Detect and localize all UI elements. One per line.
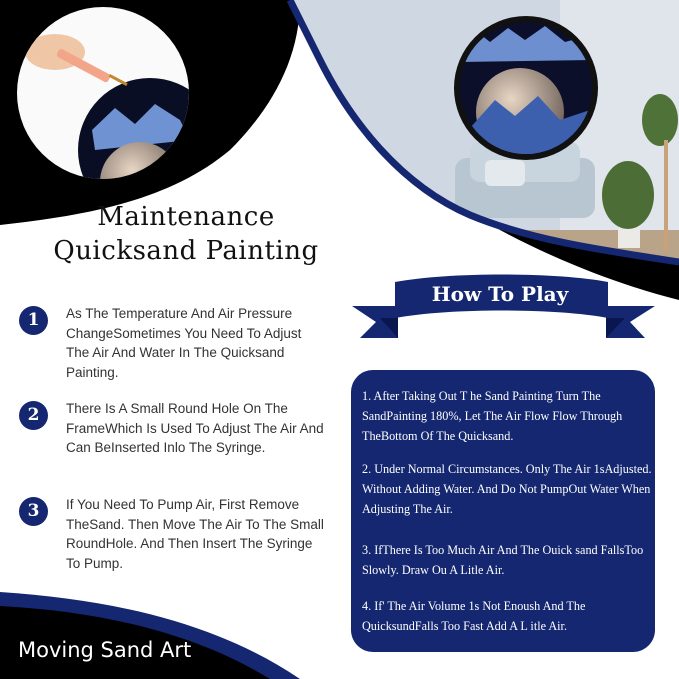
how-to-play-heading: How To Play (431, 282, 569, 306)
step-number-badge: 3 (19, 497, 48, 526)
step-number-badge: 2 (19, 401, 48, 430)
how-to-play-item: 2. Under Normal Circumstances. Only The Air 1sAdjusted. Without Adding Water. And Do Not PumpOut Water When Adjusting The Air. (362, 462, 652, 516)
how-to-play-item: 3. IfThere Is Too Much Air And The Ouick sand FallsToo Slowly. Draw Ou A Litle Air. (362, 543, 644, 577)
how-to-play-item: 1. After Taking Out T he Sand Painting Turn The SandPainting 180%, Let The Air Flow Flow Through TheBottom Of The Quicksand. (362, 389, 623, 443)
title-line-2: Quicksand Painting (53, 236, 319, 266)
title-line-1: Maintenance (97, 202, 275, 232)
step-text: There Is A Small Round Hole On The FrameWhich Is Used To Adjust The Air And Can BeInserted Inlo The Syringe. (66, 401, 324, 455)
how-to-play-item: 4. If' The Air Volume 1s Not Enoush And The QuicksundFalls Too Fast Add A L itle Air. (362, 599, 586, 633)
brand-label: Moving Sand Art (18, 638, 192, 662)
step-text: If You Need To Pump Air, First Remove TheSand. Then Move The Air To The Small RoundHole. And Then Insert The Syringe To Pump. (66, 497, 324, 571)
step-text: As The Temperature And Air Pressure ChangeSometimes You Need To Adjust The Air And Water In The Quicksand Painting. (66, 306, 302, 380)
step-number-badge: 1 (19, 306, 48, 335)
